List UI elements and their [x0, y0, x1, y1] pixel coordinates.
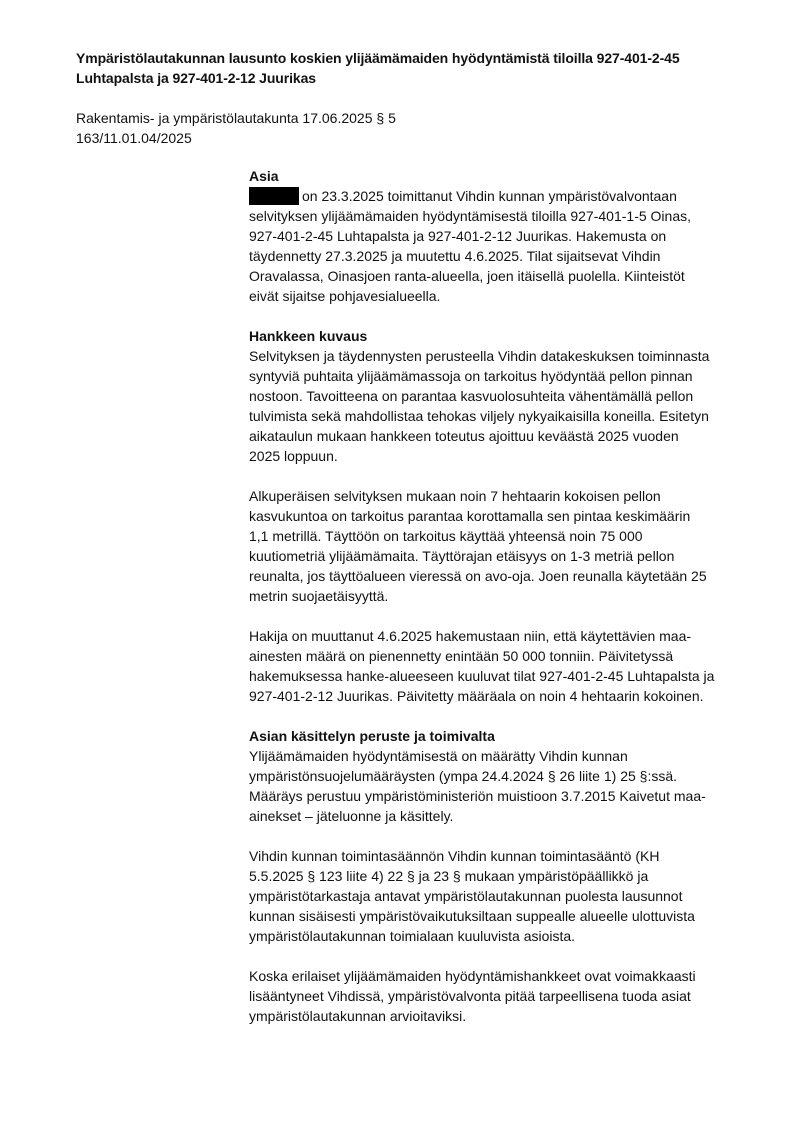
document-title: [76, 48, 736, 88]
paragraph-line: Ylijäämämaiden hyödyntämisestä on määrätty Vihdin kunnan: [249, 748, 628, 764]
paragraph: [249, 966, 739, 1026]
paragraph-line: reunalta, jos täyttöalueen vieressä on avo-oja. Joen reunalla käytetään 25: [249, 568, 707, 584]
paragraph-line: ympäristönsuojelumääräysten (ympa 24.4.2024 § 26 liite 1) 25 §:ssä.: [249, 768, 678, 784]
paragraph-line: kunnan sisäisesti ympäristövaikutuksiltaan suppealle alueelle ulottuvista: [249, 908, 695, 924]
meeting-info: Rakentamis- ja ympäristölautakunta 17.06.2025 § 5: [76, 110, 396, 126]
section-hankkeen-kuvaus: [249, 326, 739, 706]
paragraph: [249, 626, 739, 706]
section-kasittelyn-peruste: [249, 726, 739, 1026]
redaction-box: [249, 187, 299, 205]
paragraph-line: Oravalassa, Oinasjoen ranta-alueella, joen itäisellä puolella. Kiinteistöt: [249, 268, 685, 284]
paragraph: [249, 486, 739, 606]
paragraph-line: ympäristölautakunnan arvioitaviksi.: [249, 1008, 467, 1024]
paragraph-line: ympäristötarkastaja antavat ympäristölautakunnan puolesta lausunnot: [249, 888, 683, 904]
paragraph-line: 1,1 metrillä. Täyttöön on tarkoitus käyttää yhteensä noin 75 000: [249, 528, 643, 544]
document-title-line: Ympäristölautakunnan lausunto koskien ylijäämämaiden hyödyntämistä tiloilla 927-401-2-45: [76, 50, 680, 66]
paragraph-line: hakemuksessa hanke-alueeseen kuuluvat tilat 927-401-2-45 Luhtapalsta ja: [249, 668, 715, 684]
section-heading: Asia: [249, 168, 279, 184]
paragraph: [249, 746, 739, 826]
paragraph-line: Selvityksen ja täydennysten perusteella Vihdin datakeskuksen toiminnasta: [249, 348, 710, 364]
paragraph-line: kuutiometriä ylijäämämaita. Täyttörajan etäisyys on 1-3 metriä pellon: [249, 548, 675, 564]
paragraph-line: ympäristölautakunnan toimialaan kuuluvista asioista.: [249, 928, 576, 944]
meeting-meta: [76, 108, 736, 148]
paragraph-line: 927-401-2-12 Juurikas. Päivitetty määräala on noin 4 hehtaarin kokoinen.: [249, 688, 704, 704]
paragraph-line: tulvimista sekä mahdollistaa tehokas viljely nykyaikaisilla koneilla. Esitetyn: [249, 408, 709, 424]
document-body: [249, 166, 739, 1046]
section-asia: [249, 166, 739, 306]
paragraph-line-text: on 23.3.2025 toimittanut Vihdin kunnan ympäristövalvontaan: [302, 188, 677, 204]
paragraph: [249, 346, 739, 466]
paragraph-line: Koska erilaiset ylijäämämaiden hyödyntämishankkeet ovat voimakkaasti: [249, 968, 696, 984]
paragraph-line: Hakija on muuttanut 4.6.2025 hakemustaan niin, että käytettävien maa-: [249, 628, 692, 644]
paragraph-line: aikataulun mukaan hankkeen toteutus ajoittuu keväästä 2025 vuoden: [249, 428, 679, 444]
paragraph-line: ainekset – jäteluonne ja käsittely.: [249, 808, 454, 824]
paragraph-line: metrin suojaetäisyyttä.: [249, 588, 389, 604]
paragraph-line: Vihdin kunnan toimintasäännön Vihdin kunnan toimintasääntö (KH: [249, 848, 660, 864]
paragraph-line: kasvukuntoa on tarkoitus parantaa korottamalla sen pintaa keskimäärin: [249, 508, 691, 524]
paragraph-line: eivät sijaitse pohjavesialueella.: [249, 288, 441, 304]
paragraph-line: nostoon. Tavoitteena on parantaa kasvuolosuhteita vähentämällä pellon: [249, 388, 694, 404]
paragraph-line: 927-401-2-45 Luhtapalsta ja 927-401-2-12 Juurikas. Hakemusta on: [249, 228, 667, 244]
paragraph-line: 5.5.2025 § 123 liite 4) 22 § ja 23 § mukaan ympäristöpäällikkö ja: [249, 868, 649, 884]
document-title-line: Luhtapalsta ja 927-401-2-12 Juurikas: [76, 70, 316, 86]
paragraph: [249, 846, 739, 946]
paragraph-line: Alkuperäisen selvityksen mukaan noin 7 hehtaarin kokoisen pellon: [249, 488, 661, 504]
paragraph-line: [249, 186, 739, 206]
paragraph-line: lisääntyneet Vihdissä, ympäristövalvonta pitää tarpeellisena tuoda asiat: [249, 988, 691, 1004]
paragraph-line: ainesten määrä on pienennetty enintään 50 000 tonniin. Päivitetyssä: [249, 648, 674, 664]
paragraph-line: Määräys perustuu ympäristöministeriön muistioon 3.7.2015 Kaivetut maa-: [249, 788, 706, 804]
paragraph-line: täydennetty 27.3.2025 ja muutettu 4.6.2025. Tilat sijaitsevat Vihdin: [249, 248, 661, 264]
section-heading: Hankkeen kuvaus: [249, 328, 368, 344]
paragraph-line: syntyviä puhtaita ylijäämämassoja on tarkoitus hyödyntää pellon pinnan: [249, 368, 693, 384]
paragraph-line: 2025 loppuun.: [249, 448, 338, 464]
paragraph: [249, 186, 739, 306]
paragraph-line: selvityksen ylijäämämaiden hyödyntämisestä tiloilla 927-401-1-5 Oinas,: [249, 208, 691, 224]
section-heading: Asian käsittelyn peruste ja toimivalta: [249, 728, 495, 744]
case-number: 163/11.01.04/2025: [76, 130, 192, 146]
